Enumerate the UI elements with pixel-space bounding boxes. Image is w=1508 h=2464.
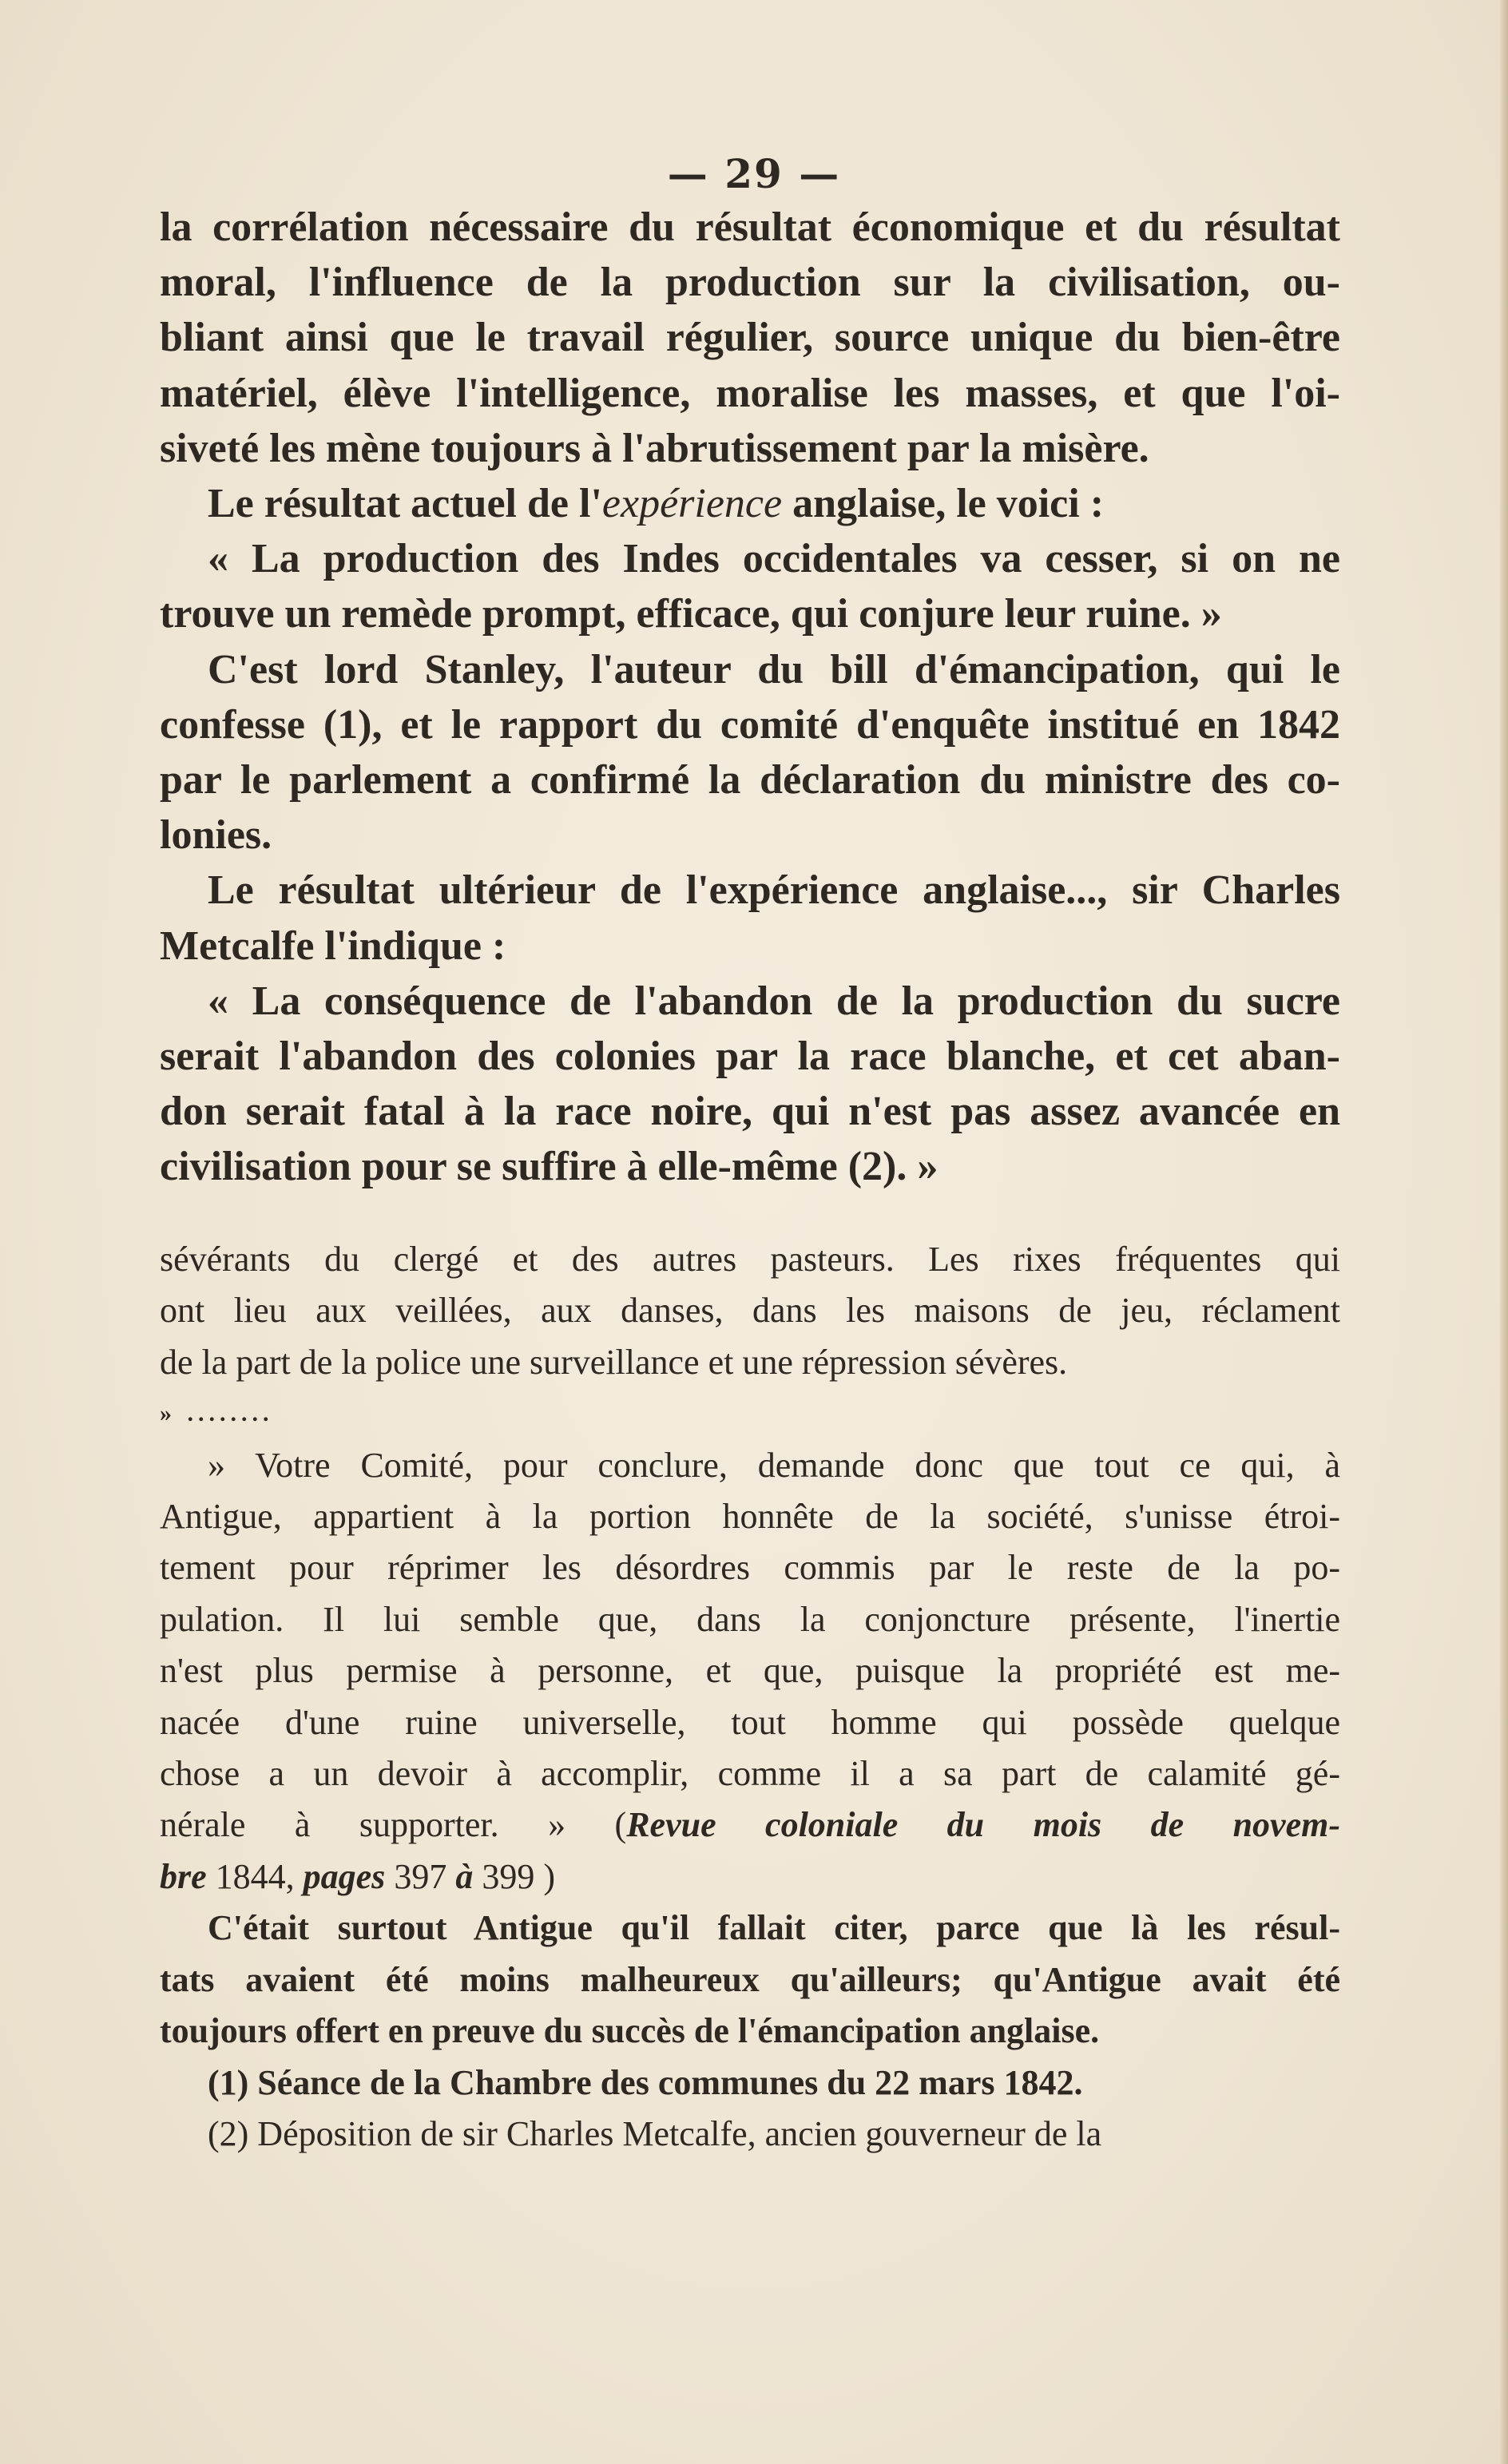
text-line: « La production des Indes occidentales va cesser, si on ne bbox=[208, 536, 1340, 582]
ellipsis-line: » ........ bbox=[160, 1400, 274, 1427]
note-line: chose a un devoir à accomplir, comme il a sa part de calamité gé- bbox=[160, 1754, 1340, 1794]
text-run: Le résultat actuel de l' bbox=[208, 481, 602, 527]
note-line: C'était surtout Antigue qu'il fallait citer, parce que là les résul- bbox=[208, 1908, 1340, 1948]
text-line: Le résultat ultérieur de l'expérience anglaise..., sir Charles bbox=[208, 867, 1340, 914]
note-line: Antigue, appartient à la portion honnête de la société, s'unisse étroi- bbox=[160, 1497, 1340, 1537]
main-text bbox=[160, 200, 1340, 1195]
text-run: 397 bbox=[385, 1856, 456, 1896]
text-line: moral, l'influence de la production sur la civilisation, ou- bbox=[160, 260, 1340, 306]
text-line: bliant ainsi que le travail régulier, source unique du bien-être bbox=[160, 315, 1340, 361]
note-line bbox=[160, 1851, 1340, 1903]
note-line: de la part de la police une surveillance et une répression sévères. bbox=[160, 1342, 1068, 1382]
page-number: — 29 — bbox=[667, 150, 841, 197]
text-line: par le parlement a confirmé la déclaration du ministre des co- bbox=[160, 757, 1340, 803]
text-line: don serait fatal à la race noire, qui n'est pas assez avancée en bbox=[160, 1089, 1340, 1135]
footnote-2: (2) Déposition de sir Charles Metcalfe, ancien gouverneur de la bbox=[208, 2113, 1102, 2153]
note-line: toujours offert en preuve du succès de l'émancipation anglaise. bbox=[160, 2011, 1100, 2051]
footnote-1: (1) Séance de la Chambre des communes du 22 mars 1842. bbox=[208, 2062, 1083, 2102]
text-line: matériel, élève l'intelligence, moralise les masses, et que l'oi- bbox=[160, 370, 1340, 416]
emphasis-run: expérience bbox=[601, 481, 783, 527]
text-line: lonies. bbox=[160, 812, 272, 859]
note-line: tement pour réprimer les désordres commis par le reste de la po- bbox=[160, 1548, 1340, 1588]
text-run: 399 ) bbox=[473, 1856, 555, 1896]
text-run: anglaise, le voici : bbox=[782, 481, 1105, 527]
text-run: 1844, bbox=[206, 1856, 304, 1896]
note-line: tats avaient été moins malheureux qu'ailleurs; qu'Antigue avait été bbox=[160, 1959, 1340, 1999]
text-line: Metcalfe l'indique : bbox=[160, 923, 506, 969]
citation-title: Revue coloniale du mois de novem- bbox=[626, 1805, 1340, 1845]
text-line: « La conséquence de l'abandon de la production du sucre bbox=[208, 978, 1340, 1024]
text-line: civilisation pour se suffire à elle-même (2). » bbox=[160, 1144, 939, 1190]
note-line bbox=[160, 1799, 1340, 1851]
note-line: nacée d'une ruine universelle, tout homme qui possède quelque bbox=[160, 1702, 1340, 1742]
text-line bbox=[160, 476, 1340, 531]
note-line: pulation. Il lui semble que, dans la conjoncture présente, l'inertie bbox=[160, 1599, 1340, 1639]
citation-pages-label: pages bbox=[303, 1856, 386, 1896]
note-line: n'est plus permise à personne, et que, puisque la propriété est me- bbox=[160, 1651, 1340, 1691]
text-line: C'est lord Stanley, l'auteur du bill d'émancipation, qui le bbox=[208, 646, 1340, 692]
note-line: sévérants du clergé et des autres pasteurs. Les rixes fréquentes qui bbox=[160, 1240, 1340, 1279]
text-run: nérale à supporter. » ( bbox=[160, 1805, 627, 1845]
note-line: ont lieu aux veillées, aux danses, dans les maisons de jeu, réclament bbox=[160, 1291, 1340, 1331]
footnote-block bbox=[160, 1234, 1340, 2160]
citation-a: à bbox=[455, 1856, 474, 1896]
text-line: la corrélation nécessaire du résultat économique et du résultat bbox=[160, 204, 1340, 250]
text-line: serait l'abandon des colonies par la race blanche, et cet aban- bbox=[160, 1034, 1340, 1080]
citation-title: bre bbox=[160, 1856, 207, 1896]
text-line: trouve un remède prompt, efficace, qui conjure leur ruine. » bbox=[160, 591, 1222, 637]
text-line: confesse (1), et le rapport du comité d'enquête institué en 1842 bbox=[160, 701, 1340, 748]
text-line: siveté les mène toujours à l'abrutissement par la misère. bbox=[160, 425, 1149, 471]
note-line: » Votre Comité, pour conclure, demande donc que tout ce qui, à bbox=[208, 1445, 1340, 1485]
page-edge bbox=[1500, 0, 1508, 2464]
